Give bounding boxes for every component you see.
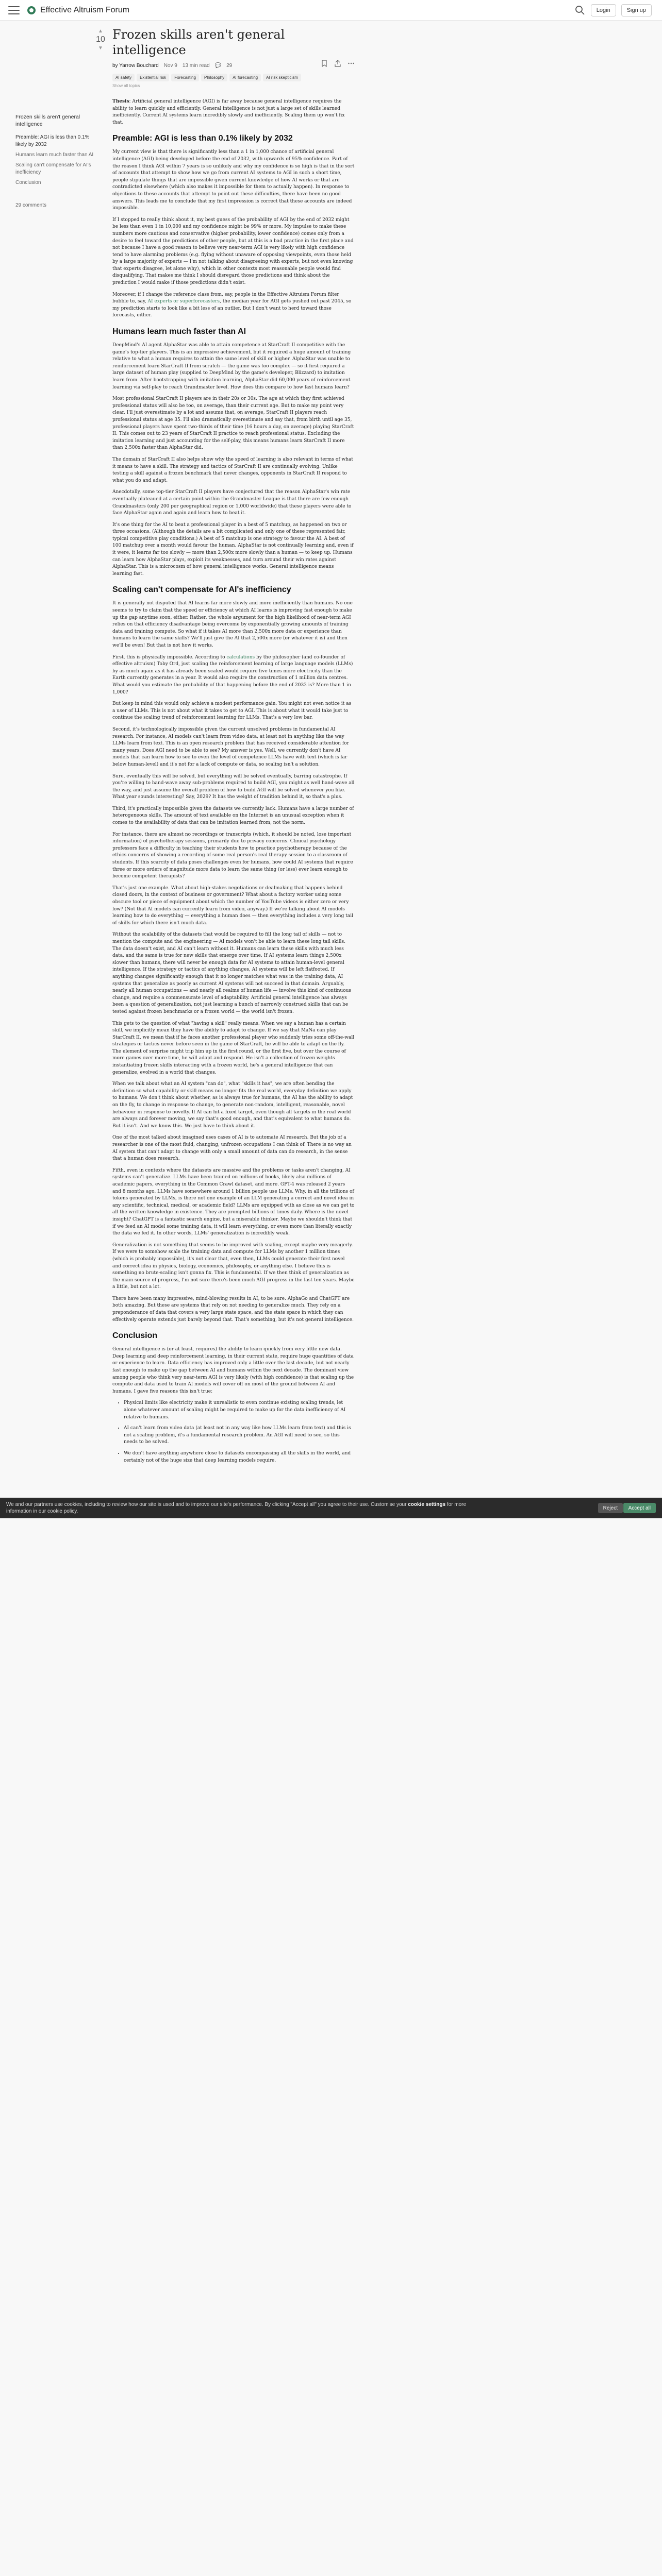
menu-icon[interactable] (8, 6, 20, 14)
paragraph: Without the scalability of the datasets that would be required to fill the long tail of skills — not to mention the compute and the engineering — AI models won't be able to learn these long tail skills. The data doesn't exist, and AI can't learn without it. Humans can learn these skills with much less data, and the same is true for new skills that emerge over time. If AI systems learn things 2,500x slower than humans, there will never be enough data for AI systems to attain human-level general intelligence. If the strategy or tactics of anything changes, AI systems will be left flatfooted. If anything changes significantly enough that it no longer matches what was in the training data, AI systems that generalize as poorly as current AI systems will not succeed in that domain. Arguably, nearly all human occupations — and nearly all realms of human life — involve this kind of continuous change, and require a commensurate level of adaptability. Artificial general intelligence has always been a question of generalization, not just learning a bunch of narrowly construed skills that can be tested against frozen benchmarks or a frozen world — the world isn't frozen. (112, 932, 352, 1014)
paragraph (112, 654, 355, 697)
toc-item[interactable]: Scaling can't compensate for AI's inefficiency (15, 162, 91, 175)
post-date: Nov 9 (163, 63, 177, 69)
paragraph: Sure, eventually this will be solved, but everything will be solved eventually, barring catastrophe. If you're willing to hand-wave away sub-problems required to build AGI, you might as well hand-wave all the way, and just assume the overall problem of how to build AGI will be solved whenever you like. What year sounds interesting? Say, 2029? It has the weight of tradition behind it, so that's a plus. (112, 773, 355, 800)
text: : Artificial general intelligence (AGI) is far away because general intelligence requires the ability to learn quickly and efficiently. General intelligence is not just a large set of skills learned inefficiently. Current AI systems learn incredibly slowly and inefficiently. Scaling them up won't fix that. (112, 99, 345, 125)
section-heading: Scaling can't compensate for AI's inefficiency (112, 585, 291, 595)
upvote-icon[interactable]: ▲ (98, 28, 103, 34)
text: for more information in our cookie policy. (6, 1502, 467, 1514)
list-item: • AI can't learn from video data (at least not in any way like how LLMs learn from text) and this is not a scaling problem, it's a fundamental research problem. An AGI will need to see, so this needs to be solved. (124, 1425, 355, 1446)
paragraph: Most professional StarCraft II players are in their 20s or 30s. The age at which they first achieved professional status will also be too, on average, than their current age. But to make my point very clear, I'll just overestimate by a lot and assume that, on average, StarCraft II players reach professional status at age 35. I'll also dramatically overestimate and say that, from birth until age 35, professional players have spent two-thirds of their time (16 hours a day, on average) playing StarCraft II. This comes out to 23 years of StarCraft II practice to reach professional status. Excluding the imitation learning and just accounting for the self-play, this means humans learn StarCraft II more than 2,500x faster than AlphaStar did. (112, 396, 354, 451)
paragraph: When we talk about what an AI system "can do", what "skills it has", we are often bending the definition so what capability or skill means no longer fits the real world, everyday definition we apply to humans. We don't think about whether, as is always true for humans, the AI has the ability to adapt on the fly, to change in response to change, to generate non-random, intelligent, reasonable, novel behaviour in response to novelty. If AI can hit a fixed target, even though all targets in the real world are always and forever moving, we say that's good enough, and that's equivalent to what humans do. But it isn't. And we know this. We just have to think about it. (112, 1081, 353, 1129)
paragraph: Anecdotally, some top-tier StarCraft II players have conjectured that the reason AlphaStar's win rate eventually plateaued at a certain point within the Grandmaster League is that there are few enough Grandmasters (only 200 per geographical region or 1,000 worldwide) that these players were able to face AlphaStar again and again and learn how to beat it. (112, 489, 352, 516)
tag-label: Forecasting (174, 75, 196, 80)
toc-title[interactable]: Frozen skills aren't general intelligence (15, 114, 80, 127)
post-body (112, 98, 355, 1464)
site-title: Effective Altruism Forum (40, 5, 130, 14)
post-actions (321, 60, 355, 67)
text: , the median year for AGI gets pushed out past 2045, so my prediction starts to look like a bit less of an outlier. But I don't want to herd toward those forecasts, either. (112, 299, 352, 318)
paragraph: It's one thing for the AI to beat a professional player in a best of 5 matchup, as happened on two or three occasions. (Although the details are a bit complicated and only one of these represented fair, typical competitive play conditions.) A best of 5 matchup is one strategy to favour the AI. A best of 100 matchup over a month would favour the human. AlphaStar is not continually learning and, even if it were, it learns far too slowly — more than 2,500x more slowly than a human — to keep up. Humans can learn how AlphaStar plays, exploit its weaknesses, and turn around their win rates against AlphaStar. This is a microcosm of how general intelligence works. General intelligence means learning fast. (112, 522, 354, 577)
paragraph: It is generally not disputed that AI learns far more slowly and more inefficiently than humans. No one seems to try to claim that the speed or efficiency at which AI learns is improving fast enough to make up the gap anytime soon, either. Rather, the whole argument for the high likelihood of near-term AGI relies on that efficiency disadvantage being overcome by exponentially growing amounts of training data and training compute. So what if it takes AI more than 2,500x more data or experience than humans to learn the same skills? We'll just give the AI that 2,500x more (or whatever it is) and then we'll be even! But that is not how it works. (112, 601, 353, 648)
read-time: 13 min read (182, 63, 210, 69)
tag-chip[interactable] (137, 74, 169, 81)
section-heading: Humans learn much faster than AI (112, 327, 246, 336)
cookie-text (6, 1501, 470, 1515)
tag-list (112, 74, 355, 81)
tag-label: Existential risk (140, 75, 167, 80)
site-logo[interactable] (27, 6, 129, 15)
reasons-list (124, 1400, 355, 1464)
paragraph: Generalization is not something that seems to be improved with scaling, except maybe very meagerly. If we were to somehow scale the training data and compute for LLMs by another 1 million times (which is probably impossible), it's not clear that, even then, LLMs could generate their first novel and correct idea in physics, biology, economics, philosophy, or anything else. I believe this is something no brute-scaling isn't gonna fix. This is fundamental. If we then think of generalization as the main source of progress, I'm not sure there's been much AGI progress in the last ten years. Maybe a little, but not a lot. (112, 1242, 355, 1290)
tag-label: Philosophy (204, 75, 225, 80)
comment-count[interactable]: 29 (226, 63, 233, 69)
more-icon[interactable] (347, 60, 355, 67)
post-meta (112, 63, 355, 69)
list-item: • Physical limits like electricity make it unrealistic to even continue existing scaling trends, let alone whatever amount of scaling might be required to make up for the data inefficiency of AI relative to humans. (124, 1400, 355, 1421)
post-author[interactable]: by Yarrow Bouchard (112, 63, 159, 69)
post-main (112, 27, 355, 1469)
login-button[interactable]: Login (591, 4, 616, 16)
show-all-topics-link[interactable]: Show all topics (112, 83, 140, 88)
text: We and our partners use cookies, including to review how our site is used and to improve our site's performance. By clicking "Accept all" you agree to their use. Customise your (6, 1502, 408, 1507)
tag-label: AI forecasting (233, 75, 258, 80)
paragraph: That's just one example. What about high-stakes negotiations or dealmaking that happens behind closed doors, in the context of business or government? What about a factory worker using some obscure tool or piece of equipment about which the number of YouTube videos is either zero or very low? (Not that AI models can currently learn from video, anyway.) If we're talking about AI models learning how to do everything — everything a human does — then everything includes a very long tail of skills for which there isn't much data. (112, 885, 353, 926)
bookmark-icon[interactable] (321, 60, 328, 67)
tag-chip[interactable] (201, 74, 227, 81)
paragraph: This gets to the question of what "having a skill" really means. When we say a human has a certain skill, we implicitly mean they have the ability to adapt to change. If we say that MaNa can play StarCraft II, we mean that if he faces another professional player who suddenly tries some off-the-wall strategies or tactics never before seen in the game of StarCraft, he will be able to adapt on the fly. The element of surprise might trip him up in the first round, or the first five, but over the course of more games over more time, he will adapt and respond. He isn't a collection of frozen weights instantiating frozen skills interacting with a frozen world, he's a general intelligence that can generalize, evolved in a world that changes. (112, 1021, 355, 1075)
table-of-contents (15, 113, 98, 212)
paragraph: General intelligence is (or at least, requires) the ability to learn quickly from very little new data. Deep learning and deep reinforcement learning, in their current state, require huge quantities of data or experience to learn. Data efficiency has improved only a little over the last decade, but not nearly fast enough to make up the gap between AI and humans within the next decade. The dominant view among people who think very near-term AGI is very likely (with high confidence) is that scaling up the compute and data used to train AI models will cover off on most of the ground between AI and humans. I gave five reasons this isn't true: (112, 1347, 354, 1394)
logo-mark-icon (27, 6, 36, 15)
toc-item[interactable]: Humans learn much faster than AI (15, 152, 94, 158)
section-heading: Preamble: AGI is less than 0.1% likely by 2032 (112, 134, 293, 143)
paragraph: DeepMind's AI agent AlphaStar was able to attain competence at StarCraft II competitive with the game's top-tier players. This is an impressive achievement, but it required a huge amount of training relative to what a human requires to attain the same level of skill or higher. AlphaStar was unable to reinforcement learn StarCraft II from scratch — the game was too complex — so it first required a large dataset of human play (supplied to DeepMind by the game's developer, Blizzard) to imitation learn from. After bootstrapping with imitation learning, AlphaStar did 60,000 years of reinforcement learning via self-play to reach Grandmaster level. How does this compare to how fast humans learn? (112, 343, 351, 390)
tag-chip[interactable] (171, 74, 199, 81)
paragraph: For instance, there are almost no recordings or transcripts (which, it should be noted, lose important information) of psychotherapy sessions, primarily due to privacy concerns. Clinical psychology professors face a difficulty in teaching their students how to practice psychotherapy because of the ethics concerns of showing a recording of some real person's real therapy session to a classroom of students. If this scarcity of data poses challenges even for humans, how could AI systems that require three or more orders of magnitude more data to learn the same thing (or less) ever learn enough to become competent therapists? (112, 832, 353, 879)
accept-all-cookies-button[interactable]: Accept all (623, 1503, 656, 1513)
paragraph: But keep in mind this would only achieve a modest performance gain. You might not even notice it as a user of LLMs. This is not about what it takes to get to AGI. This is about what it would take just to continue the scaling trend of reinforcement learning for LLMs. That's a very low bar. (112, 701, 352, 721)
tag-label: AI risk skepticism (266, 75, 298, 80)
share-icon[interactable] (334, 60, 341, 67)
toc-item[interactable]: Preamble: AGI is less than 0.1% likely by 2032 (15, 134, 90, 147)
vote-widget (93, 28, 108, 51)
paragraph (112, 292, 355, 319)
paragraph: Third, it's practically impossible given the datasets we currently lack. Humans have a large number of heterogeneous skills. The amount of text available on the Internet is an unusual exception when it comes to the availability of data that can be imitation learned from, not the norm. (112, 806, 354, 826)
paragraph: There have been many impressive, mind-blowing results in AI, to be sure. AlphaGo and ChatGPT are both amazing. But these are systems that rely on not needing to generalize much. They rely on a preponderance of data that covers a very large state space, and the state space in which they can effectively operate extends just barely beyond that. That's something, but it's not general intelligence. (112, 1296, 354, 1323)
site-header (0, 0, 662, 21)
text: First, this is physically impossible. According to (112, 654, 227, 660)
list-item: • We don't have anything anywhere close to datasets encompassing all the skills in the world, and certainly not of the huge size that deep learning models require. (124, 1450, 355, 1464)
paragraph: Second, it's technologically impossible given the current unsolved problems in fundamental AI research. For instance, AI models can't learn from video data, at least not in anything like the way LLMs learn from text. This is an open research problem that has received considerable attention for many years. Does AGI need to be able to see? My answer is yes. Well, we currently don't have AI models that can learn how to see to even the level of competence LLMs have with text (which is far below human-level) and it's not for a lack of compute or data, so scaling isn't a solution. (112, 726, 349, 767)
paragraph: My current view is that there is significantly less than a 1 in 1,000 chance of artificial general intelligence (AGI) being developed before the end of 2032, with upwards of 95% confidence. Part of the reason I think AGI within 7 years is so unlikely and why my confidence is so high is that in the sort of accounts that attempt to show how we go from current AI systems to AGI in such a short time, people stipulate things that are impossible given current knowledge of how AI works or that are contradicted elsewhere (which also makes it impossible for them to actually happen). In response to objections to these accounts that attempt to point out these difficulties, there have been no good answers. This leads me to conclude that my first impression is correct that these accounts are indeed impossible. (112, 149, 355, 211)
downvote-icon[interactable]: ▼ (98, 45, 103, 51)
tag-chip[interactable] (229, 74, 261, 81)
paragraph: The domain of StarCraft II also helps show why the speed of learning is also relevant in terms of what it means to have a skill. The strategy and tactics of StarCraft II are continually evolving. Unlike testing a skill against a frozen benchmark that never changes, opponents in StarCraft II respond to what you do and adapt. (112, 456, 353, 483)
tag-chip[interactable] (112, 74, 135, 81)
inline-link[interactable]: AI experts or superforecasters (147, 299, 220, 304)
section-heading: Conclusion (112, 1331, 158, 1341)
comment-icon[interactable]: 💬 (214, 63, 222, 69)
text: by the philosopher (and co-founder of effective altruism) Toby Ord, just scaling the reinforcement learning of large language models (LLMs) by as much again as it has already been scaled would require five times more electricity than the Earth currently generates in a year. It would also require the construction of 1 million data centres. What would you estimate the probability of that happening before the end of 2032 is? More than 1 in 1,000? (112, 654, 353, 695)
reject-cookies-button[interactable]: Reject (598, 1503, 623, 1513)
vote-score: 10 (96, 35, 105, 44)
signup-button[interactable]: Sign up (621, 4, 652, 16)
thesis-label: Thesis (112, 99, 129, 104)
paragraph (112, 98, 355, 126)
search-icon[interactable] (574, 5, 586, 16)
cookie-settings-link[interactable]: cookie settings (408, 1502, 446, 1507)
text: Moreover, if I change the reference class from, say, people in the Effective Altruism Forum filter bubble to, say, (112, 292, 339, 304)
toc-item[interactable]: Conclusion (15, 180, 41, 185)
post-title: Frozen skills aren't general intelligence (112, 27, 285, 57)
toc-comments-link[interactable]: 29 comments (15, 202, 47, 208)
paragraph: Fifth, even in contexts where the datasets are massive and the problems or tasks aren't changing, AI systems can't generalize. LLMs have been trained on millions of books, likely also millions of academic papers, everything in the Common Crawl dataset, and more. GPT-4 was released 2 years and 8 months ago. LLMs have somewhere around 1 billion people use LLMs. Why, in all the trillions of tokens generated by LLMs, is there not one example of an LLM generating a correct and novel idea in any scientific, technical, medical, or academic field? LLMs are equipped with as close as we can get to all the written knowledge in existence. They are prompted billions of times daily. Where is the novel insight? ChatGPT is a fantastic search engine, but a miserable thinker. Maybe we shouldn't think that if we feed an AI model some training data, it will learn everything, or even more than literally exactly the data we fed it. In other words, LLMs' generalization is incredibly weak. (112, 1167, 355, 1236)
paragraph: If I stopped to really think about it, my best guess of the probability of AGI by the end of 2032 might be less than even 1 in 10,000 and my confidence might be 99% or more. My impulse to make these numbers more cautious and conservative (higher probability, lower confidence) comes only from a desire to feel toward the predictions of other people, but at this is a bad practice in the first place and not because I have a good reason to believe very near-term AGI is very likely with high confidence tend to have alarming problems (e.g. flying without unaware of opposing viewpoints, even those held by a large majority of experts — I'm not talking about disagreeing with experts, but not even knowing that experts disagree, let alone why), which in other contexts most reasonable people would find disqualifying. That makes me think I should disregard those predictions and think about the prediction I would make if those predictions didn't exist. (112, 217, 354, 286)
cookie-banner (0, 1498, 662, 1518)
inline-link[interactable]: calculations (226, 654, 255, 660)
tag-chip[interactable] (263, 74, 301, 81)
tag-label: AI safety (115, 75, 132, 80)
paragraph: One of the most talked about imagined uses cases of AI is to automate AI research. But the job of a researcher is one of the most fluid, changing, unfrozen occupations I can think of. There is no way an AI system that can't adapt to change with only a small amount of data can do research, in the sense that a human does research. (112, 1135, 352, 1162)
